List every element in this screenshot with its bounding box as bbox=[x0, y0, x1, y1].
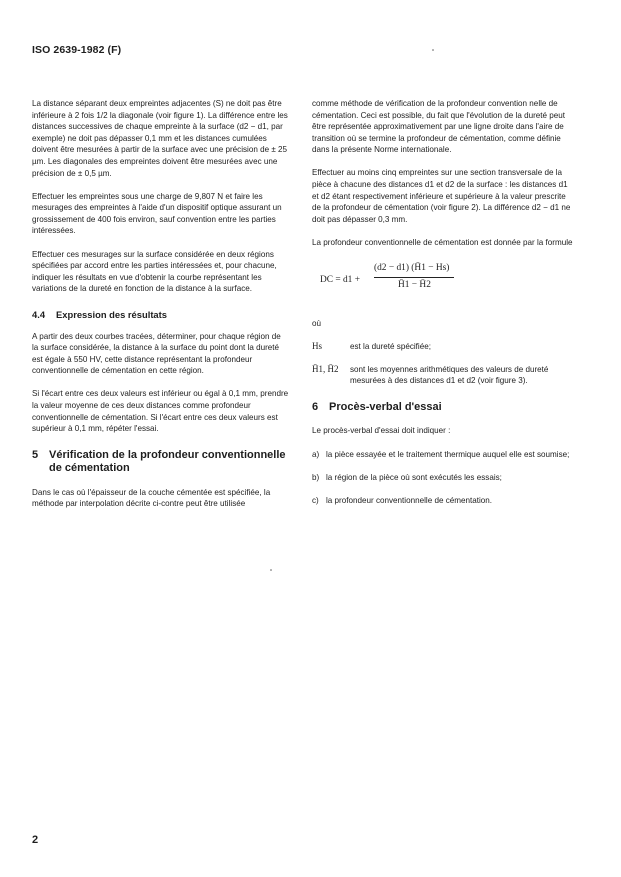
section-number: 5 bbox=[32, 448, 39, 461]
list-item-label: a) bbox=[312, 449, 320, 459]
section-title: Expression des résultats bbox=[56, 308, 167, 320]
section-heading-6 bbox=[312, 401, 574, 415]
section-heading-5 bbox=[32, 449, 289, 476]
formula-denominator: H̄1 − H̄2 bbox=[398, 280, 431, 291]
paragraph: A partir des deux courbes tracées, déterminer, pour chaque région de la surface considérée, la distance à la surface du point dont la dureté est égale à 550 HV, cette distance représentant la profondeur conventionnelle de cémentation en cette région. bbox=[32, 331, 281, 376]
list-item-text: la profondeur conventionnelle de cémentation. bbox=[326, 495, 493, 505]
definition-symbol: Hs bbox=[312, 341, 323, 352]
list-item bbox=[312, 495, 574, 507]
paragraph: comme méthode de vérification de la profondeur convention nelle de cémentation. Ceci est possible, du fait que l'évolution de la dureté peut être représentée approximativement par une ligne droite dans l'aire de transition où se termine la profondeur de cémentation, comme définie dans la présente Norme internationale. bbox=[312, 99, 566, 155]
section-title: Procès-verbal d'essai bbox=[329, 400, 442, 413]
document-header: ISO 2639-1982 (F) bbox=[32, 44, 122, 56]
formula bbox=[312, 260, 574, 304]
definition-item bbox=[312, 364, 574, 387]
list-item-label: c) bbox=[312, 495, 319, 505]
formula-lhs: DC = d1 + bbox=[320, 275, 361, 286]
section-number: 4.4 bbox=[32, 308, 46, 320]
where-label: où bbox=[312, 319, 322, 329]
paragraph: La profondeur conventionnelle de cémentation est donnée par la formule bbox=[312, 237, 573, 247]
scan-speck bbox=[432, 49, 434, 51]
formula-numerator: (d2 − d1) (H̄1 − Hs) bbox=[374, 263, 450, 274]
definition-item bbox=[312, 341, 574, 353]
section-number: 6 bbox=[312, 400, 319, 413]
paragraph: Le procès-verbal d'essai doit indiquer : bbox=[312, 426, 451, 436]
paragraph: Effectuer au moins cinq empreintes sur une section transversale de la pièce à chacune des distances d1 et d2 de la surface : les distances d1 et d2 étant respectivement inférieure et supérieure à la valeur prescrite de la profondeur de cémentation (voir figure 2). La différence d2 − d1 ne doit pas dépasser 0,3 mm. bbox=[312, 168, 571, 224]
paragraph: Dans le cas où l'épaisseur de la couche cémentée est spécifiée, la méthode par interpolation décrite ci-contre peut être utilisée bbox=[32, 487, 271, 509]
paragraph: La distance séparant deux empreintes adjacentes (S) ne doit pas être inférieure à 2 fois 1/2 la diagonale (voir figure 1). La différence entre les distances successives de chaque empreinte à la surface (d2 − d1, par exemple) ne doit pas dépasser 0,1 mm et les distances cumulées doivent être mesurées à partir de la surface avec une précision de ± 25 µm. Les diagonales des empreintes doivent être mesurées avec une précision de ± 0,5 µm. bbox=[32, 99, 288, 178]
scan-speck bbox=[270, 569, 272, 571]
section-heading-4-4 bbox=[32, 309, 289, 321]
fraction-bar bbox=[374, 277, 454, 278]
list-item-text: la pièce essayée et le traitement thermique auquel elle est soumise; bbox=[326, 449, 570, 459]
list-item-text: la région de la pièce où sont exécutés les essais; bbox=[326, 472, 502, 482]
definition-text: est la dureté spécifiée; bbox=[350, 342, 431, 352]
left-column bbox=[32, 98, 289, 521]
list-item bbox=[312, 449, 574, 461]
definition-text: sont les moyennes arithmétiques des valeurs de dureté mesurées à des distances d1 et d2 (voir figure 3). bbox=[350, 364, 549, 386]
paragraph: Si l'écart entre ces deux valeurs est inférieur ou égal à 0,1 mm, prendre la valeur moyenne de ces deux distances comme profondeur conventionnelle de cémentation. Si l'écart entre ces deux valeurs est supérieur à 0,1 mm, répéter l'essai. bbox=[32, 389, 289, 434]
page-number: 2 bbox=[32, 834, 39, 846]
right-column bbox=[312, 98, 574, 518]
list-item-label: b) bbox=[312, 472, 320, 482]
definition-symbol: H̄1, H̄2 bbox=[312, 363, 339, 374]
paragraph: Effectuer les empreintes sous une charge de 9,807 N et faire les mesurages des empreintes à l'aide d'un dispositif optique assurant un grossissement de 400 fois environ, sauf convention entre les parties intéressées. bbox=[32, 191, 282, 236]
section-title: Vérification de la profondeur conventionnelle de cémentation bbox=[49, 448, 286, 475]
list-item bbox=[312, 472, 574, 484]
paragraph: Effectuer ces mesurages sur la surface considérée en deux régions spécifiées par accord entre les parties intéressées et, pour chacune, indiquer les résultats en vue d'obtenir la courbe représentant les variations de la dureté en fonction de la distance à la surface. bbox=[32, 249, 277, 294]
